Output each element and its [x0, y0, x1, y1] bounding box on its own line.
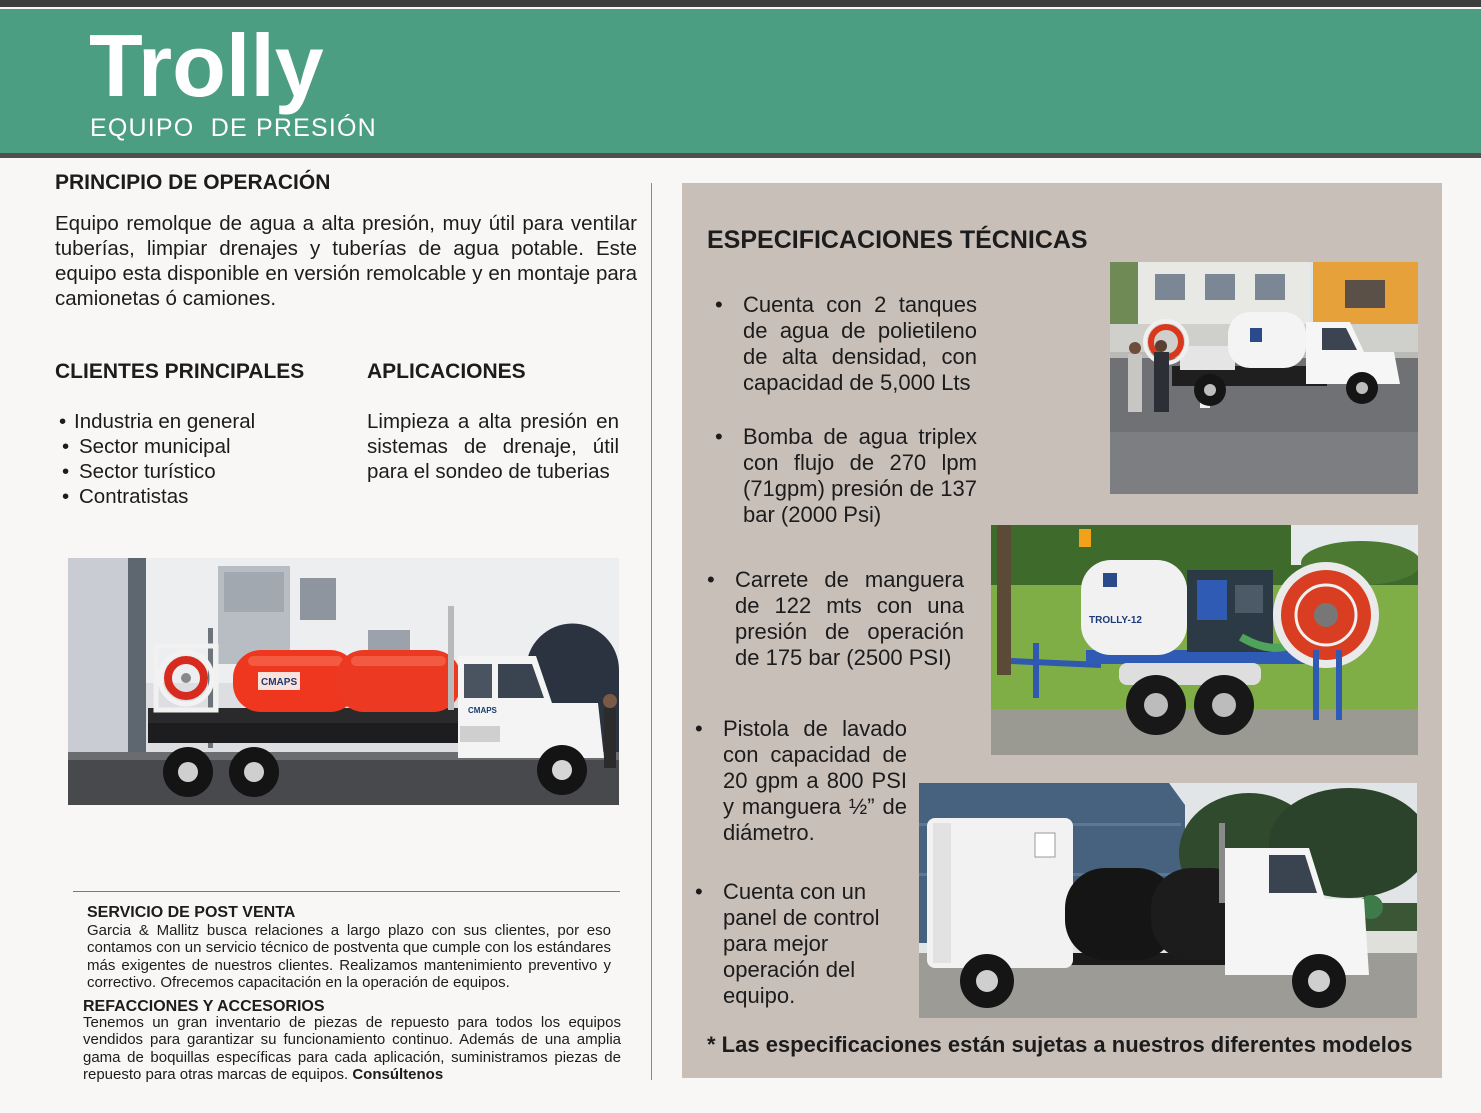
page-title: Trolly: [89, 16, 324, 115]
people: [603, 694, 617, 768]
list-item: • Contratistas: [55, 484, 345, 509]
section-divider: [73, 891, 620, 892]
spec-item: • Cuenta con 2 tanques de agua de polietileno de alta densidad, con capacidad de 5,000 Lts: [743, 292, 977, 396]
clients-heading: CLIENTES PRINCIPALES: [55, 360, 305, 383]
clients-list: [55, 409, 345, 509]
top-bar: [0, 0, 1481, 7]
road: [68, 752, 619, 805]
parts-heading: REFACCIONES Y ACCESORIOS: [83, 998, 325, 1015]
pump-engine: [1187, 570, 1273, 652]
specs-heading: ESPECIFICACIONES TÉCNICAS: [707, 226, 1088, 254]
tank-2: [336, 650, 461, 712]
spec-item: • Cuenta con un panel de control para mejor operación del equipo.: [723, 879, 893, 1009]
applications-heading: APLICACIONES: [367, 360, 526, 383]
list-item: • Sector turístico: [55, 459, 345, 484]
header-divider: [0, 153, 1481, 158]
truck-photo: [68, 558, 619, 805]
post-sale-heading: SERVICIO DE POST VENTA: [87, 904, 296, 921]
list-item: • Sector municipal: [55, 434, 345, 459]
applications-text: Limpieza a alta presión en sistemas de drenaje, útil para el sondeo de tuberias: [367, 410, 619, 483]
tank-label: TROLLY-12: [1089, 615, 1142, 626]
parts-text: [83, 1014, 621, 1084]
tank-label: CMAPS: [261, 677, 298, 688]
spec-item: • Carrete de manguera de 122 mts con una presión de operación de 175 bar (2500 PSI): [735, 567, 964, 671]
list-item: • Industria en general: [55, 409, 345, 434]
pickup-photo: [1110, 262, 1418, 494]
water-tank: [1081, 560, 1187, 655]
operation-text: Equipo remolque de agua a alta presión, muy útil para ventilar tuberías, limpiar drenajes y tuberías de agua potable. Este equipo esta disponible en versión remolcable y en montaje para camionetas ó camiones.: [55, 212, 637, 310]
parts-cta: Consúltenos: [352, 1066, 444, 1084]
column-divider: [651, 183, 652, 1080]
trailer-photo: [991, 525, 1418, 755]
specs-note: * Las especificaciones están sujetas a nuestros diferentes modelos: [707, 1032, 1413, 1057]
spec-item: • Bomba de agua triplex con flujo de 270 lpm (71gpm) presión de 137 bar (2000 Psi): [743, 424, 977, 528]
page-subtitle: EQUIPO DE PRESIÓN: [90, 114, 377, 142]
spec-item: • Pistola de lavado con capacidad de 20 gpm a 800 PSI y manguera ½” de diámetro.: [723, 716, 907, 846]
door-label: CMAPS: [468, 706, 497, 715]
operation-heading: PRINCIPIO DE OPERACIÓN: [55, 171, 331, 194]
parts-body: Tenemos un gran inventario de piezas de repuesto para todos los equipos vendidos para garantizar su funcionamiento continuo. Además de una amplia gama de boquillas específicas para cada aplicación, suministramos piezas de repuesto para otras marcas de equipos.: [83, 1014, 621, 1084]
box-truck-photo: [919, 783, 1417, 1018]
post-sale-text: Garcia & Mallitz busca relaciones a largo plazo con sus clientes, por eso contamos con un servicio técnico de postventa que cumple con los estándares más exigentes de nuestros clientes. Realizamos mantenimiento preventivo y correctivo. Ofrecemos capacitación en la operación de equipos.: [87, 922, 611, 992]
